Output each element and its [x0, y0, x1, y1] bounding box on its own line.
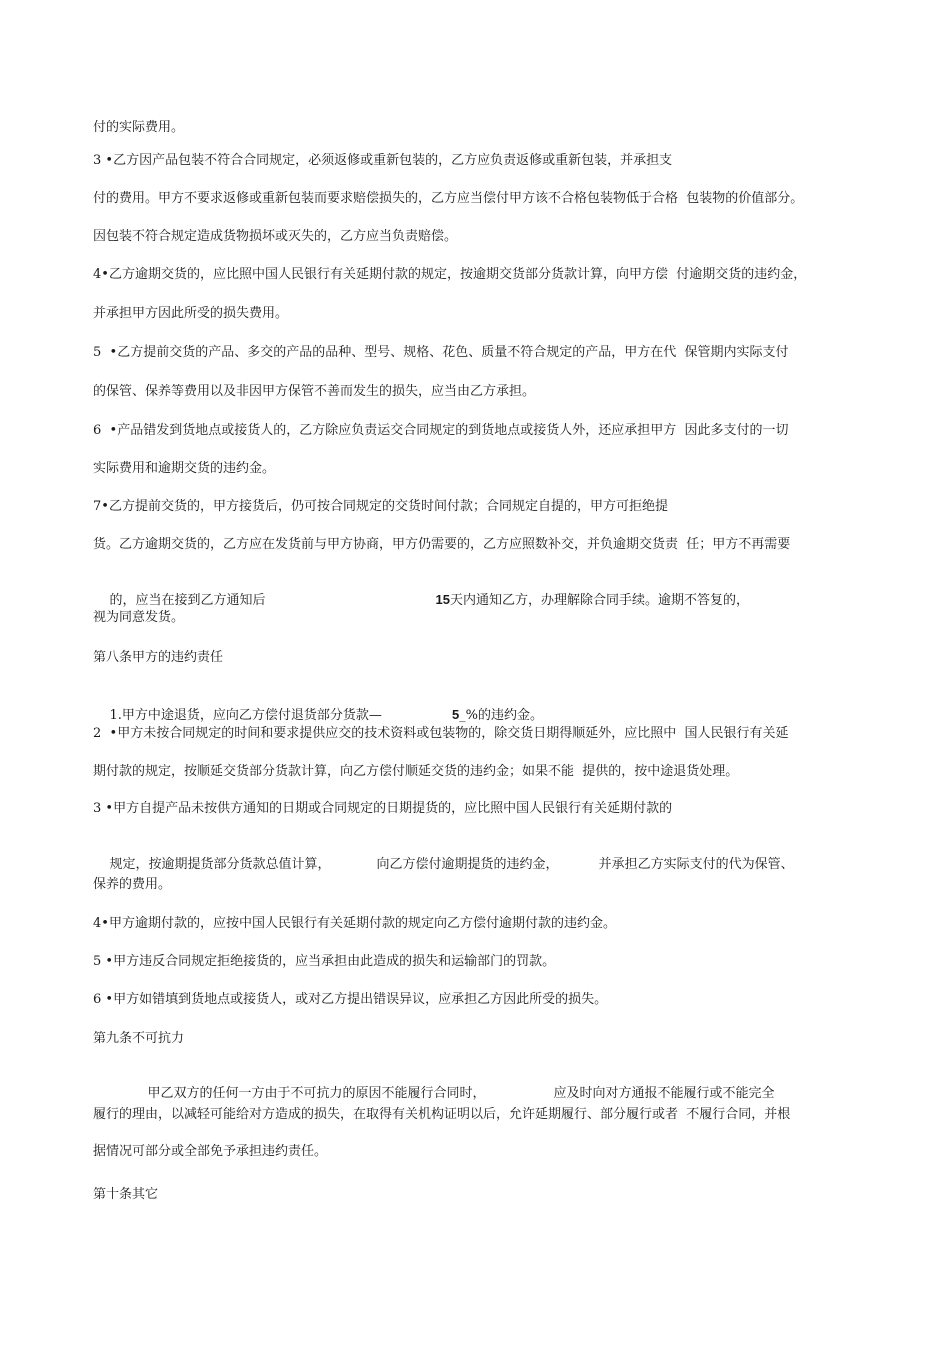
- text-line: 履行的理由，以减轻可能给对方造成的损失，在取得有关机构证明以后，允许延期履行、部分履行或者 不履行合同，并根: [93, 1107, 791, 1122]
- text-line: 7•乙方提前交货的，甲方接货后，仍可按合同规定的交货时间付款；合同规定自提的，甲方可拒绝提: [93, 499, 668, 514]
- text-line: 6 •甲方如错填到货地点或接货人，或对乙方提出错误异议，应承担乙方因此所受的损失。: [93, 992, 608, 1007]
- text-segment: 甲乙双方的任何一方由于不可抗力的原因不能履行合同时，: [147, 1086, 486, 1101]
- text-segment: 向乙方偿付逾期提货的违约金，: [376, 857, 559, 872]
- text-line: 5 •甲方违反合同规定拒绝接货的，应当承担由此造成的损失和运输部门的罚款。: [93, 954, 556, 969]
- text-line: 4•甲方逾期付款的，应按中国人民银行有关延期付款的规定向乙方偿付逾期付款的违约金。: [93, 916, 616, 931]
- text-line: 保养的费用。: [93, 877, 172, 892]
- text-line: 实际费用和逾期交货的违约金。: [93, 461, 276, 476]
- text-segment: _%的违约金。: [459, 708, 544, 723]
- text-line: [93, 573, 749, 628]
- section-heading: 第九条不可抗力: [93, 1031, 185, 1046]
- text-line: 视为同意发货。: [93, 610, 185, 625]
- text-line: 付的实际费用。: [93, 120, 185, 135]
- text-line: 3 •乙方因产品包装不符合合同规定，必须返修或重新包装的，乙方应负责返修或重新包装，并承担支: [93, 153, 673, 168]
- text-line: 并承担甲方因此所受的损失费用。: [93, 306, 289, 321]
- text-segment: 天内通知乙方，办理解除合同手续。逾期不答复的，: [450, 593, 750, 608]
- text-segment: 应及时向对方通报不能履行或不能完全: [553, 1086, 775, 1101]
- text-segment: 规定，按逾期提货部分货款总值计算，: [109, 857, 331, 872]
- text-segment: 的，应当在接到乙方通知后: [109, 593, 266, 608]
- text-line: 3 •甲方自提产品未按供方通知的日期或合同规定的日期提货的，应比照中国人民银行有关延期付款的: [93, 801, 673, 816]
- text-line: 付的费用。甲方不要求返修或重新包装而要求赔偿损失的，乙方应当偿付甲方该不合格包装物低于合格 包装物的价值部分。: [93, 191, 804, 206]
- text-line: 5 •乙方提前交货的产品、多交的产品的品种、型号、规格、花色、质量不符合规定的产品，甲方在代 保管期内实际支付: [93, 345, 789, 360]
- text-segment: 1.甲方中途退货，应向乙方偿付退货部分货款—: [109, 708, 382, 723]
- percent-value: 5: [451, 707, 460, 722]
- text-line: 据情况可部分或全部免予承担违约责任。: [93, 1144, 328, 1159]
- text-line: 货。乙方逾期交货的，乙方应在发货前与甲方协商，甲方仍需要的，乙方应照数补交，并负逾期交货责 任；甲方不再需要: [93, 537, 791, 552]
- text-line: 因包装不符合规定造成货物损坏或灭失的，乙方应当负责赔偿。: [93, 229, 458, 244]
- text-segment: 并承担乙方实际支付的代为保管、: [598, 857, 794, 872]
- section-heading: 第八条甲方的违约责任: [93, 650, 224, 665]
- text-line: 4•乙方逾期交货的，应比照中国人民银行有关延期付款的规定，按逾期交货部分货款计算，向甲方偿 付逾期交货的违约金，: [93, 267, 807, 282]
- text-line: 2 •甲方未按合同规定的时间和要求提供应交的技术资料或包装物的，除交货日期得顺延外，应比照中 国人民银行有关延: [93, 726, 789, 741]
- text-line: 6 •产品错发到货地点或接货人的，乙方除应负责运交合同规定的到货地点或接货人外，还应承担甲方 因此多支付的一切: [93, 423, 789, 438]
- section-heading: 第十条其它: [93, 1187, 159, 1202]
- days-value: 15: [435, 592, 451, 607]
- text-line: [93, 838, 794, 892]
- text-line: 的保管、保养等费用以及非因甲方保管不善而发生的损失，应当由乙方承担。: [93, 384, 536, 399]
- text-line: 期付款的规定，按顺延交货部分货款计算，向乙方偿付顺延交货的违约金；如果不能 提供的，按中途退货处理。: [93, 764, 739, 779]
